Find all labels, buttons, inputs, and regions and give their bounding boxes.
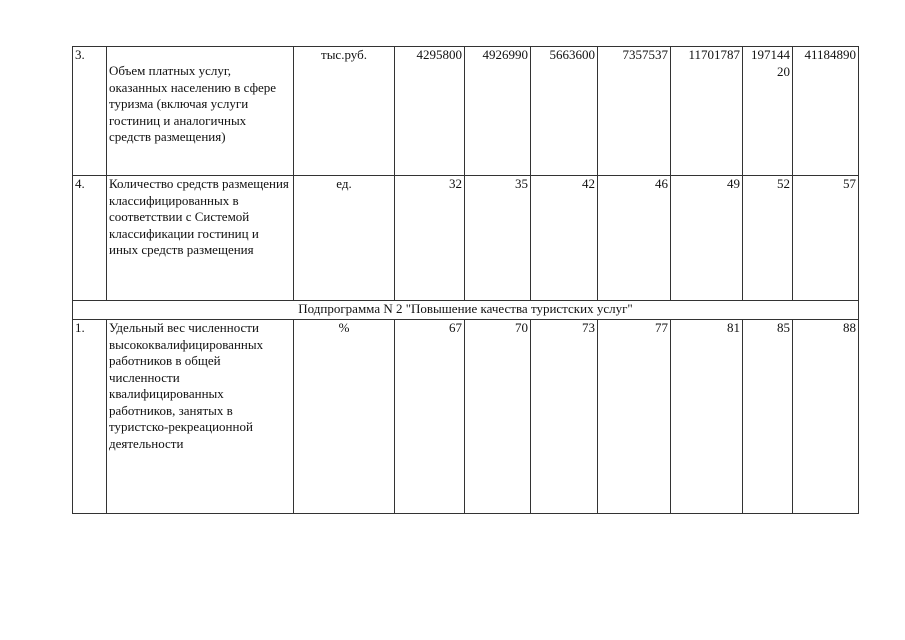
value-cell: 41184890 <box>793 47 859 176</box>
indicator-name-text: Количество средств размещения классифицированных в соответствии с Системой классификации гостиниц и иных средств размещения <box>109 176 289 257</box>
value-cell: 73 <box>531 320 598 514</box>
row-number: 3. <box>73 47 107 176</box>
value-cell: 4926990 <box>465 47 531 176</box>
value-cell: 52 <box>743 176 793 301</box>
indicator-name-text: Объем платных услуг, оказанных населению в сфере туризма (включая услуги гостиниц и аналогичных средств размещения) <box>109 63 277 144</box>
indicator-name <box>107 320 294 514</box>
value-cell: 57 <box>793 176 859 301</box>
table-row <box>73 320 859 514</box>
value-cell: 32 <box>395 176 465 301</box>
value-cell: 4295800 <box>395 47 465 176</box>
value-cell: 35 <box>465 176 531 301</box>
value-cell: 7357537 <box>598 47 671 176</box>
value-cell: 5663600 <box>531 47 598 176</box>
value-cell: 85 <box>743 320 793 514</box>
value-cell: 46 <box>598 176 671 301</box>
value-cell: 67 <box>395 320 465 514</box>
subprogram-title: Подпрограмма N 2 "Повышение качества туристских услуг" <box>73 301 859 320</box>
value-cell: 11701787 <box>671 47 743 176</box>
indicators-table <box>72 46 859 514</box>
unit-of-measure: тыс.руб. <box>294 47 395 176</box>
table-row <box>73 176 859 301</box>
table-row <box>73 47 859 176</box>
indicator-name <box>107 47 294 176</box>
indicator-name-text: Удельный вес численности высококвалифицированных работников в общей численности квалифицированных работников, занятых в туристско-рекреационной деятельности <box>109 320 264 451</box>
value-cell: 42 <box>531 176 598 301</box>
section-row <box>73 301 859 320</box>
value-cell: 88 <box>793 320 859 514</box>
value-cell: 70 <box>465 320 531 514</box>
unit-of-measure: % <box>294 320 395 514</box>
row-number: 1. <box>73 320 107 514</box>
value-cell: 77 <box>598 320 671 514</box>
value-cell: 19714420 <box>743 47 793 176</box>
unit-of-measure: ед. <box>294 176 395 301</box>
indicator-name <box>107 176 294 301</box>
row-number: 4. <box>73 176 107 301</box>
value-cell: 49 <box>671 176 743 301</box>
value-cell: 81 <box>671 320 743 514</box>
